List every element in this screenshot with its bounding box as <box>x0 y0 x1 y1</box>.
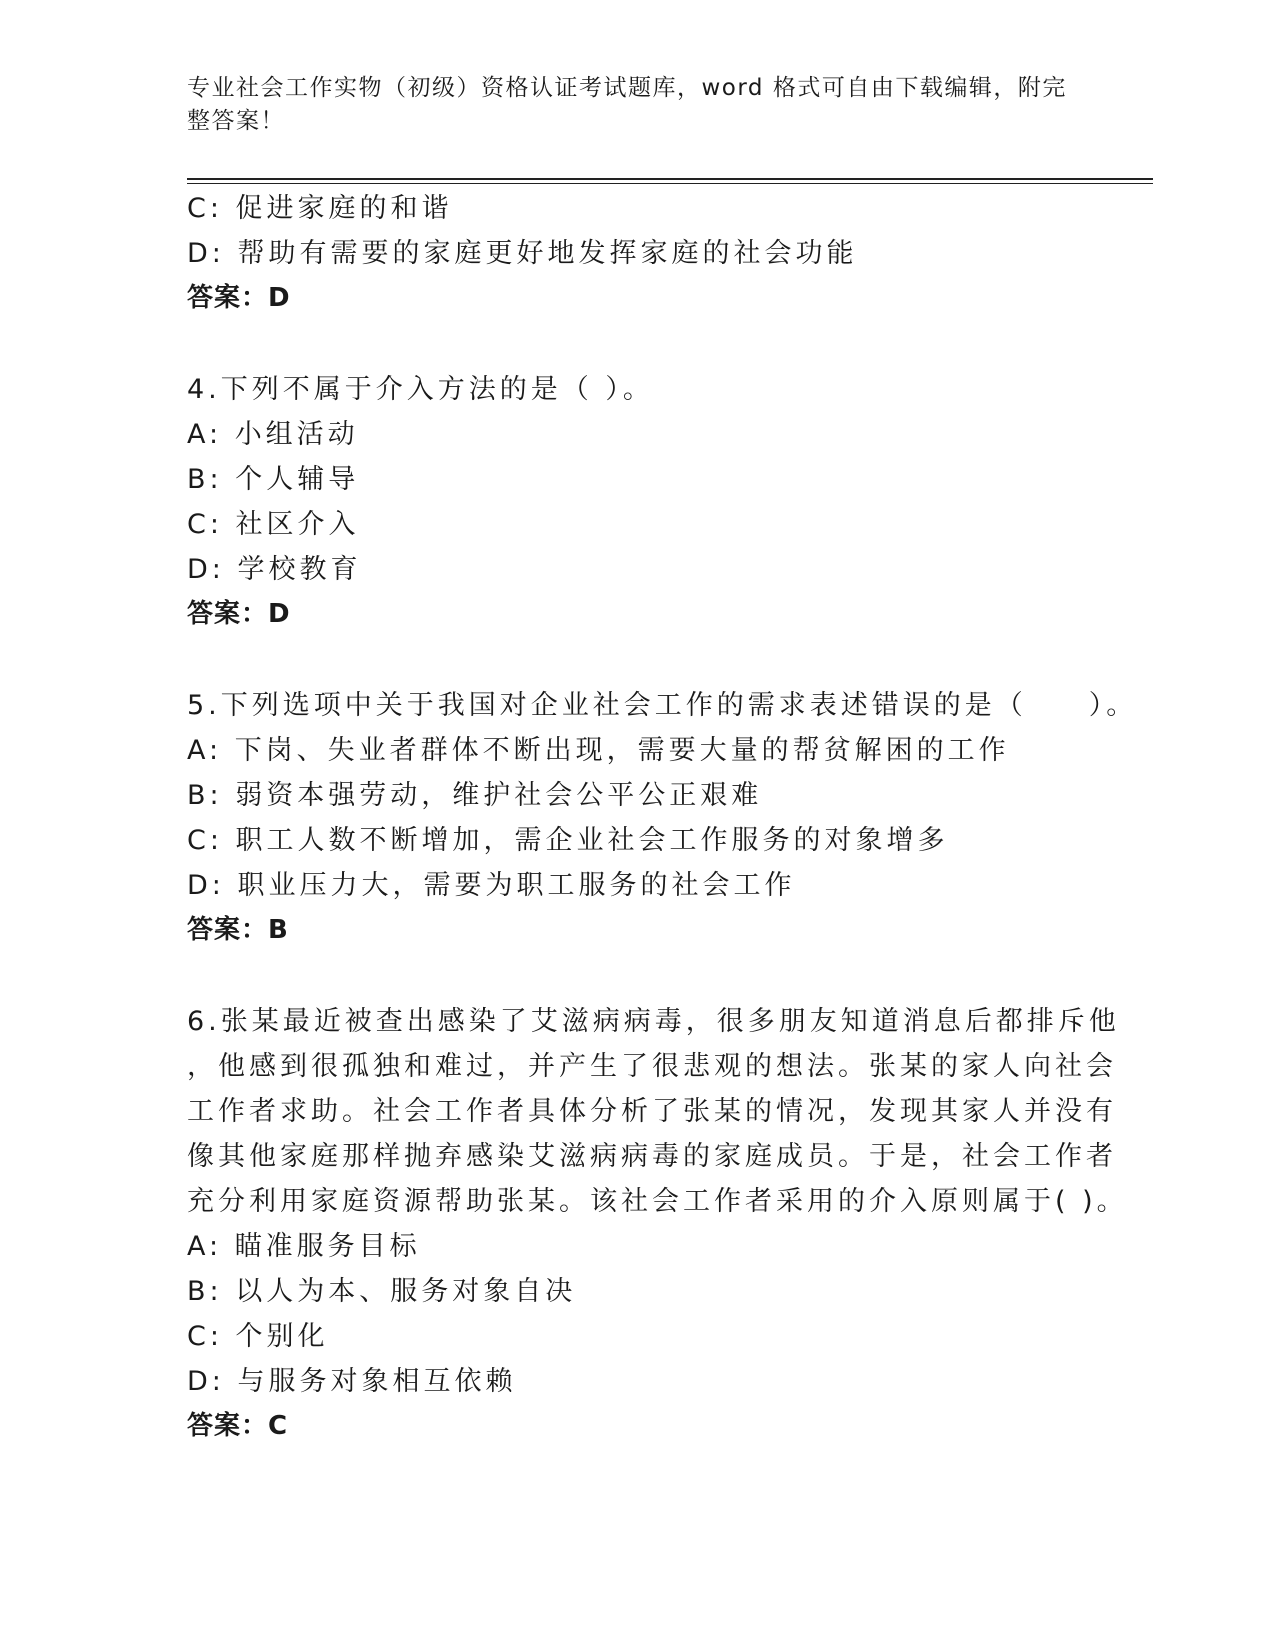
option-key: D: <box>187 554 225 585</box>
option-d <box>187 863 1087 908</box>
option-a <box>187 1224 1087 1269</box>
answer: 答案：C <box>187 1411 289 1441</box>
option-text: 以人为本、服务对象自决 <box>235 1276 577 1307</box>
option-text: 小组活动 <box>234 419 359 450</box>
option-text: 促进家庭的和谐 <box>235 193 453 224</box>
answer: 答案：B <box>187 915 289 945</box>
option-key: C: <box>187 509 223 540</box>
question-stem: 4.下列不属于介入方法的是（ ）。 <box>187 374 654 405</box>
option-key: D: <box>187 1366 225 1397</box>
option-text: 社区介入 <box>235 509 360 540</box>
option-b <box>187 773 1087 818</box>
option-key: A: <box>187 419 223 450</box>
option-text: 帮助有需要的家庭更好地发挥家庭的社会功能 <box>237 238 858 269</box>
question-list <box>187 186 1138 1449</box>
question-stem-line: 充分利用家庭资源帮助张某。该社会工作者采用的介入原则属于( )。 <box>187 1186 1128 1217</box>
option-key: B: <box>187 464 223 495</box>
option-d <box>187 231 1087 276</box>
question-stem-line: ，他感到很孤独和难过，并产生了很悲观的想法。张某的家人向社会 <box>187 1051 1117 1082</box>
question-3-continued <box>187 186 1087 321</box>
option-text: 下岗、失业者群体不断出现，需要大量的帮贫解困的工作 <box>234 735 1010 766</box>
option-a <box>187 728 1087 773</box>
option-c <box>187 186 1087 231</box>
option-text: 瞄准服务目标 <box>234 1231 421 1262</box>
option-key: C: <box>187 193 223 224</box>
option-text: 与服务对象相互依赖 <box>237 1366 517 1397</box>
option-text: 职工人数不断增加，需企业社会工作服务的对象增多 <box>235 825 949 856</box>
page-header <box>187 72 1067 138</box>
option-key: B: <box>187 1276 223 1307</box>
option-c <box>187 818 1087 863</box>
option-key: B: <box>187 780 223 811</box>
option-text: 职业压力大，需要为职工服务的社会工作 <box>237 870 796 901</box>
question-stem-line: 像其他家庭那样抛弃感染艾滋病病毒的家庭成员。于是，社会工作者 <box>187 1141 1117 1172</box>
option-key: D: <box>187 870 225 901</box>
option-c <box>187 1314 1087 1359</box>
question-stem: 5.下列选项中关于我国对企业社会工作的需求表述错误的是（ ）。 <box>187 690 1138 721</box>
option-a <box>187 412 1087 457</box>
option-key: C: <box>187 1321 223 1352</box>
option-text: 弱资本强劳动，维护社会公平公正艰难 <box>235 780 763 811</box>
question-stem-line: 工作者求助。社会工作者具体分析了张某的情况，发现其家人并没有 <box>187 1096 1117 1127</box>
question-stem-line: 6.张某最近被查出感染了艾滋病病毒，很多朋友知道消息后都排斥他 <box>187 1006 1120 1037</box>
option-key: A: <box>187 1231 223 1262</box>
option-b <box>187 457 1087 502</box>
answer: 答案：D <box>187 599 291 629</box>
option-key: C: <box>187 825 223 856</box>
option-c <box>187 502 1087 547</box>
answer: 答案：D <box>187 283 291 313</box>
header-line-2: 整答案！ <box>187 108 285 134</box>
option-text: 个人辅导 <box>235 464 360 495</box>
option-key: A: <box>187 735 223 766</box>
question-4 <box>187 367 1087 637</box>
option-b <box>187 1269 1087 1314</box>
question-6 <box>187 999 1128 1449</box>
option-d <box>187 1359 1087 1404</box>
option-text: 个别化 <box>235 1321 329 1352</box>
option-text: 学校教育 <box>237 554 362 585</box>
header-line-1: 专业社会工作实物（初级）资格认证考试题库，word 格式可自由下载编辑，附完 <box>187 75 1067 101</box>
option-key: D: <box>187 238 225 269</box>
header-divider <box>187 178 1153 184</box>
question-5 <box>187 683 1138 953</box>
option-d <box>187 547 1087 592</box>
